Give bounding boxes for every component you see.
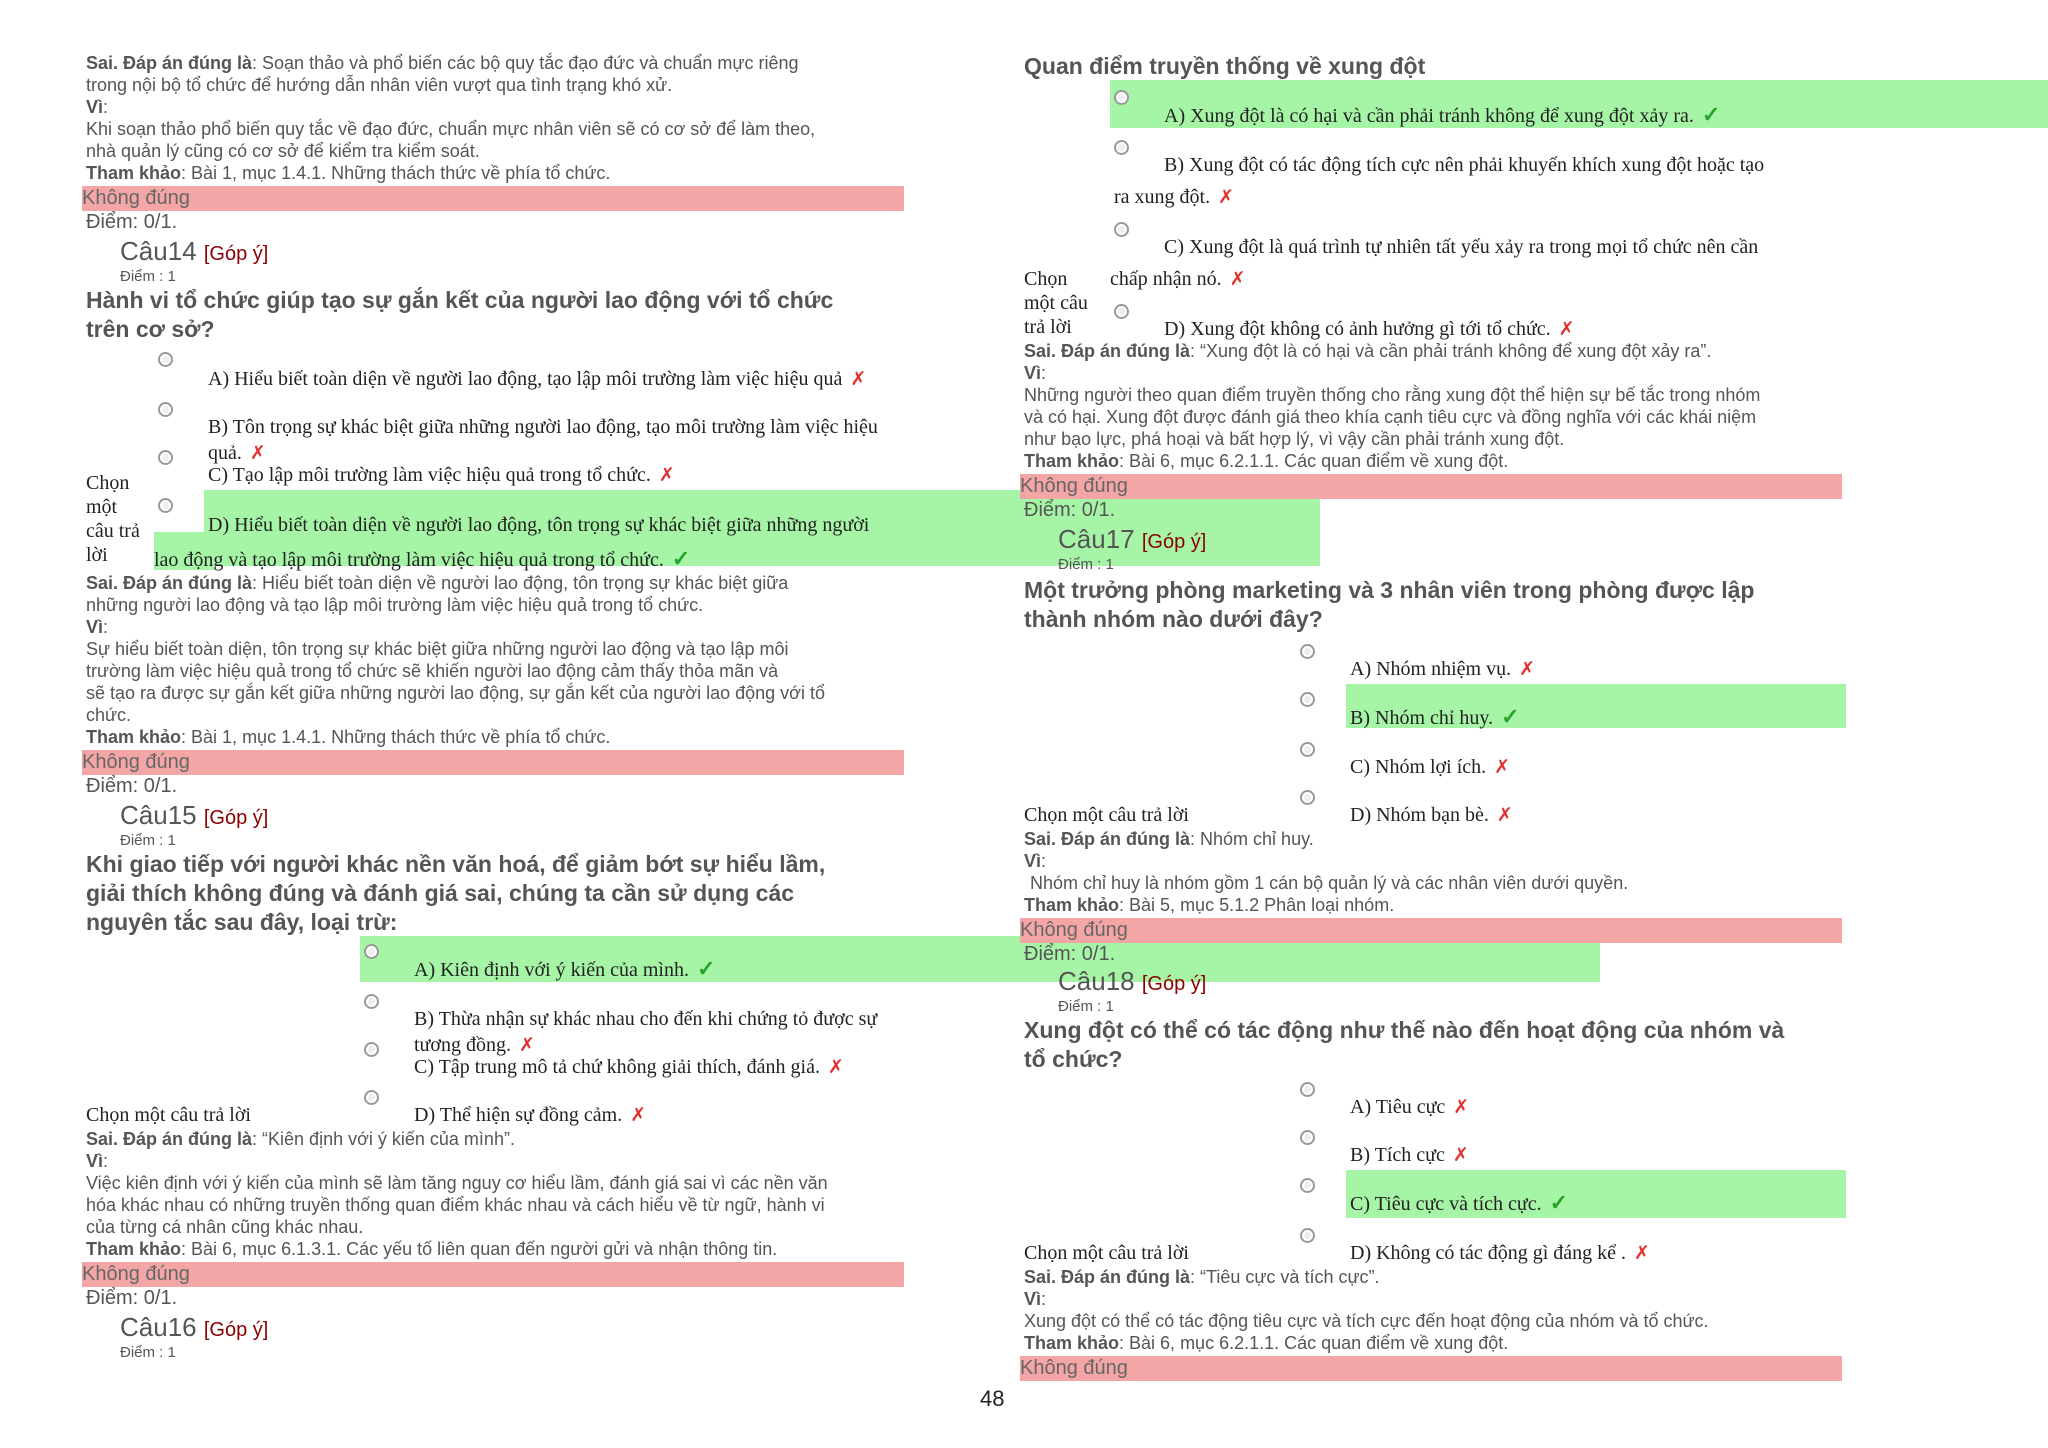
q17-vi-label: Vì: [1024,851,1047,871]
q14-radio-d[interactable] [158,498,173,513]
q16-answer: Sai. Đáp án đúng là: “Xung đột là có hại và cần phải tránh không để xung đột xảy ra”. [1024,341,1712,361]
wrong-mark-icon: ✗ [1634,1243,1650,1264]
q16-vi-label: Vì: [1024,363,1047,383]
q15-feedback-link[interactable]: [Góp ý] [203,807,269,829]
q17-title-line1: Một trưởng phòng marketing và 3 nhân viên trong phòng được lập [1024,577,1755,603]
q15-header: Câu15 [Góp ý] [120,800,269,830]
q15-reference: Tham khảo: Bài 6, mục 6.1.3.1. Các yếu tố liên quan đến người gửi và nhận thông tin. [86,1239,778,1259]
wrong-mark-icon: ✗ [1558,319,1575,340]
q15-radio-a[interactable] [364,944,379,959]
q14-option-c[interactable]: C) Tạo lập môi trường làm việc hiệu quả trong tổ chức. ✗ [208,464,675,486]
q16-option-a[interactable]: A) Xung đột là có hại và cần phải tránh không để xung đột xảy ra. ✓ [1164,102,1721,127]
q18-radio-b[interactable] [1300,1130,1315,1145]
q16-radio-d[interactable] [1114,304,1129,319]
q17-status-incorrect: Không đúng [1020,918,1842,943]
wrong-mark-icon: ✗ [249,443,266,464]
q18-explain-1: Xung đột có thể có tác động tiêu cực và tích cực đến hoạt động của nhóm và tổ chức. [1024,1311,1709,1331]
q13-answer-line2: trong nội bộ tổ chức để hướng dẫn nhân viên vượt qua tình trạng khó xử. [86,75,673,95]
q14-header: Câu14 [Góp ý] [120,236,269,266]
q18-answer: Sai. Đáp án đúng là: “Tiêu cực và tích cực”. [1024,1267,1380,1287]
q15-radio-b[interactable] [364,994,379,1009]
q14-explain-4: chức. [86,705,132,725]
q17-radio-d[interactable] [1300,790,1315,805]
q14-title-line1: Hành vi tổ chức giúp tạo sự gắn kết của người lao động với tổ chức [86,287,834,313]
wrong-mark-icon: ✗ [1229,269,1246,290]
q17-explain-1: Nhóm chỉ huy là nhóm gồm 1 cán bộ quản lý và các nhân viên dưới quyền. [1030,873,1629,893]
q15-explain-3: của từng cá nhân cũng khác nhau. [86,1217,364,1237]
q13-status-incorrect: Không đúng [82,186,904,211]
q18-option-c[interactable]: C) Tiêu cực và tích cực. ✓ [1350,1190,1569,1215]
q17-radio-a[interactable] [1300,644,1315,659]
right-mark-icon: ✓ [1549,1190,1569,1215]
wrong-mark-icon: ✗ [1519,659,1536,680]
q15-option-a[interactable]: A) Kiên định với ý kiến của mình. ✓ [414,956,716,981]
q17-option-b[interactable]: B) Nhóm chỉ huy. ✓ [1350,704,1520,729]
q16-choose-label-1: Chọn [1024,268,1068,290]
q14-vi-label: Vì: [86,617,109,637]
q15-title-line2: giải thích không đúng và đánh giá sai, chúng ta cần sử dụng các [86,880,795,906]
q18-radio-d[interactable] [1300,1228,1315,1243]
q16-reference: Tham khảo: Bài 6, mục 6.2.1.1. Các quan điểm về xung đột. [1024,451,1509,471]
q18-feedback-link[interactable]: [Góp ý] [1141,973,1207,995]
q14-explain-2: trường làm việc hiệu quả trong tổ chức sẽ khiến người lao động cảm thấy thỏa mãn và [86,661,779,681]
q16-option-c-line2[interactable]: chấp nhận nó. ✗ [1110,268,1246,290]
q13-score: Điểm: 0/1. [86,211,178,233]
q16-explain-2: và có hại. Xung đột được đánh giá theo khía cạnh tiêu cực và đồng nghĩa với các khái niệm [1024,407,1757,427]
q17-reference: Tham khảo: Bài 5, mục 5.1.2 Phân loại nhóm. [1024,895,1395,915]
q17-radio-b[interactable] [1300,692,1315,707]
q16-status-incorrect: Không đúng [1020,474,1842,499]
q14-title-line2: trên cơ sở? [86,316,215,342]
q15-radio-d[interactable] [364,1090,379,1105]
wrong-mark-icon: ✗ [630,1105,647,1126]
q15-title-line3: nguyên tắc sau đây, loại trừ: [86,909,398,935]
q14-points: Điểm : 1 [120,268,176,285]
q15-status-incorrect: Không đúng [82,1262,904,1287]
q15-score: Điểm: 0/1. [86,1287,178,1309]
wrong-mark-icon: ✗ [827,1057,844,1078]
q16-option-d[interactable]: D) Xung đột không có ảnh hưởng gì tới tổ chức. ✗ [1164,318,1575,340]
q16-explain-1: Những người theo quan điểm truyền thống cho rằng xung đột thể hiện sự bế tắc trong nhóm [1024,385,1761,405]
right-mark-icon: ✓ [1701,102,1721,127]
q16-radio-c[interactable] [1114,222,1129,237]
q14-status-incorrect: Không đúng [82,750,904,775]
q14-reference: Tham khảo: Bài 1, mục 1.4.1. Những thách thức về phía tổ chức. [86,727,611,747]
q14-answer-line2: những người lao động và tạo lập môi trường làm việc hiệu quả trong tổ chức. [86,595,704,615]
q16-option-b-line2[interactable]: ra xung đột. ✗ [1114,186,1235,208]
q17-answer: Sai. Đáp án đúng là: Nhóm chỉ huy. [1024,829,1314,849]
q16-points: Điểm : 1 [120,1344,176,1361]
q18-choose-label: Chọn một câu trả lời [1024,1242,1189,1264]
q14-radio-c[interactable] [158,450,173,465]
q14-explain-3: sẽ tạo ra được sự gắn kết giữa những người lao động, sự gắn kết của người lao động với tổ [86,683,825,703]
q17-score: Điểm: 0/1. [1024,943,1116,965]
q18-title-line2: tổ chức? [1024,1046,1123,1072]
q13-reference: Tham khảo: Bài 1, mục 1.4.1. Những thách thức về phía tổ chức. [86,163,611,183]
q14-option-a[interactable]: A) Hiểu biết toàn diện về người lao động, tạo lập môi trường làm việc hiệu quả ✗ [208,368,867,390]
wrong-mark-icon: ✗ [1494,757,1511,778]
q17-choose-label: Chọn một câu trả lời [1024,804,1189,826]
q14-option-d-line2[interactable]: lao động và tạo lập môi trường làm việc hiệu quả trong tổ chức. ✓ [154,546,691,571]
q16-choose-label-2: một câu [1024,292,1088,314]
q15-explain-2: hóa khác nhau có những truyền thống quan điểm khác nhau và cách hiểu về từ ngữ, hành vi [86,1195,825,1215]
wrong-mark-icon: ✗ [1453,1097,1470,1118]
q14-radio-b[interactable] [158,402,173,417]
q17-header: Câu17 [Góp ý] [1058,524,1207,554]
wrong-mark-icon: ✗ [1218,187,1235,208]
q13-explain-2: nhà quản lý cũng có cơ sở để kiểm tra kiểm soát. [86,141,480,161]
q15-answer: Sai. Đáp án đúng là: “Kiên định với ý kiến của mình”. [86,1129,515,1149]
q14-feedback-link[interactable]: [Góp ý] [203,243,269,265]
q18-title-line1: Xung đột có thể có tác động như thế nào đến hoạt động của nhóm và [1024,1017,1785,1043]
wrong-mark-icon: ✗ [850,369,867,390]
q18-radio-a[interactable] [1300,1082,1315,1097]
q14-option-b[interactable]: B) Tôn trọng sự khác biệt giữa những người lao động, tạo môi trường làm việc hiệu quả. ✗ [208,416,878,464]
q17-title-line2: thành nhóm nào dưới đây? [1024,606,1323,632]
q15-points: Điểm : 1 [120,832,176,849]
q14-score: Điểm: 0/1. [86,775,178,797]
q15-choose-label: Chọn một câu trả lời [86,1104,251,1126]
q15-option-b[interactable]: B) Thừa nhận sự khác nhau cho đến khi chứng tỏ được sự tương đồng. ✗ [414,1008,878,1056]
q16-radio-a[interactable] [1114,90,1129,105]
q16-option-c[interactable]: C) Xung đột là quá trình tự nhiên tất yếu xảy ra trong mọi tổ chức nên cần [1164,236,1759,258]
q18-vi-label: Vì: [1024,1289,1047,1309]
q17-feedback-link[interactable]: [Góp ý] [1141,531,1207,553]
q14-radio-a[interactable] [158,352,173,367]
q16-score: Điểm: 0/1. [1024,499,1116,521]
q15-explain-1: Việc kiên định với ý kiến của mình sẽ làm tăng nguy cơ hiểu lầm, đánh giá sai vì các nền văn [86,1173,828,1193]
wrong-mark-icon: ✗ [1496,805,1513,826]
right-mark-icon: ✓ [696,956,716,981]
q16-explain-3: như bạo lực, phá hoại và bất hợp lý, vì vậy cần phải tránh xung đột. [1024,429,1565,449]
q17-option-c[interactable]: C) Nhóm lợi ích. ✗ [1350,756,1511,778]
q15-vi-label: Vì: [86,1151,109,1171]
right-mark-icon: ✓ [1501,704,1520,729]
wrong-mark-icon: ✗ [658,465,675,486]
q15-option-c[interactable]: C) Tập trung mô tả chứ không giải thích, đánh giá. ✗ [414,1056,844,1078]
q18-option-a[interactable]: A) Tiêu cực ✗ [1350,1096,1470,1118]
q18-radio-c[interactable] [1300,1178,1315,1193]
q17-option-a[interactable]: A) Nhóm nhiệm vụ. ✗ [1350,658,1536,680]
q14-explain-1: Sự hiểu biết toàn diện, tôn trọng sự khác biệt giữa những người lao động và tạo lập môi [86,639,789,659]
q17-radio-c[interactable] [1300,742,1315,757]
q18-header: Câu18 [Góp ý] [1058,966,1207,996]
q14-choose-label-1: Chọn [86,472,130,494]
page-number: 48 [980,1386,1005,1411]
wrong-mark-icon: ✗ [518,1035,535,1056]
q16-option-b[interactable]: B) Xung đột có tác động tích cực nên phải khuyến khích xung đột hoặc tạo [1164,154,1765,176]
q14-answer: Sai. Đáp án đúng là: Hiểu biết toàn diện về người lao động, tôn trọng sự khác biệt giữa [86,573,789,593]
q16-radio-b[interactable] [1114,140,1129,155]
q16-feedback-link[interactable]: [Góp ý] [203,1319,269,1341]
q16-choose-label-3: trả lời [1024,316,1072,338]
q14-option-d[interactable]: D) Hiểu biết toàn diện về người lao động, tôn trọng sự khác biệt giữa những người [208,514,870,536]
q13-explain-1: Khi soạn thảo phổ biến quy tắc về đạo đức, chuẩn mực nhân viên sẽ có cơ sở để làm theo, [86,119,816,139]
q14-choose-label-4: lời [86,544,108,566]
q13-answer: Sai. Đáp án đúng là: Soạn thảo và phổ biến các bộ quy tắc đạo đức và chuẩn mực riêng [86,53,799,73]
q13-vi-label: Vì: [86,97,109,117]
q18-reference: Tham khảo: Bài 6, mục 6.2.1.1. Các quan điểm về xung đột. [1024,1333,1509,1353]
q16-title: Quan điểm truyền thống về xung đột [1024,53,1426,79]
q15-radio-c[interactable] [364,1042,379,1057]
q18-option-d[interactable]: D) Không có tác động gì đáng kể . ✗ [1350,1242,1650,1264]
right-mark-icon: ✓ [671,546,691,571]
wrong-mark-icon: ✗ [1452,1145,1469,1166]
q18-status-incorrect: Không đúng [1020,1356,1842,1381]
q15-option-d[interactable]: D) Thể hiện sự đồng cảm. ✗ [414,1104,647,1126]
q14-choose-label-3: câu trả [86,520,140,542]
q14-choose-label-2: một [86,496,118,518]
q15-title-line1: Khi giao tiếp với người khác nền văn hoá, để giảm bớt sự hiểu lầm, [86,851,826,877]
q17-option-d[interactable]: D) Nhóm bạn bè. ✗ [1350,804,1513,826]
q18-points: Điểm : 1 [1058,998,1114,1015]
q18-option-b[interactable]: B) Tích cực ✗ [1350,1144,1469,1166]
q16-header: Câu16 [Góp ý] [120,1312,269,1342]
q17-points: Điểm : 1 [1058,556,1114,573]
